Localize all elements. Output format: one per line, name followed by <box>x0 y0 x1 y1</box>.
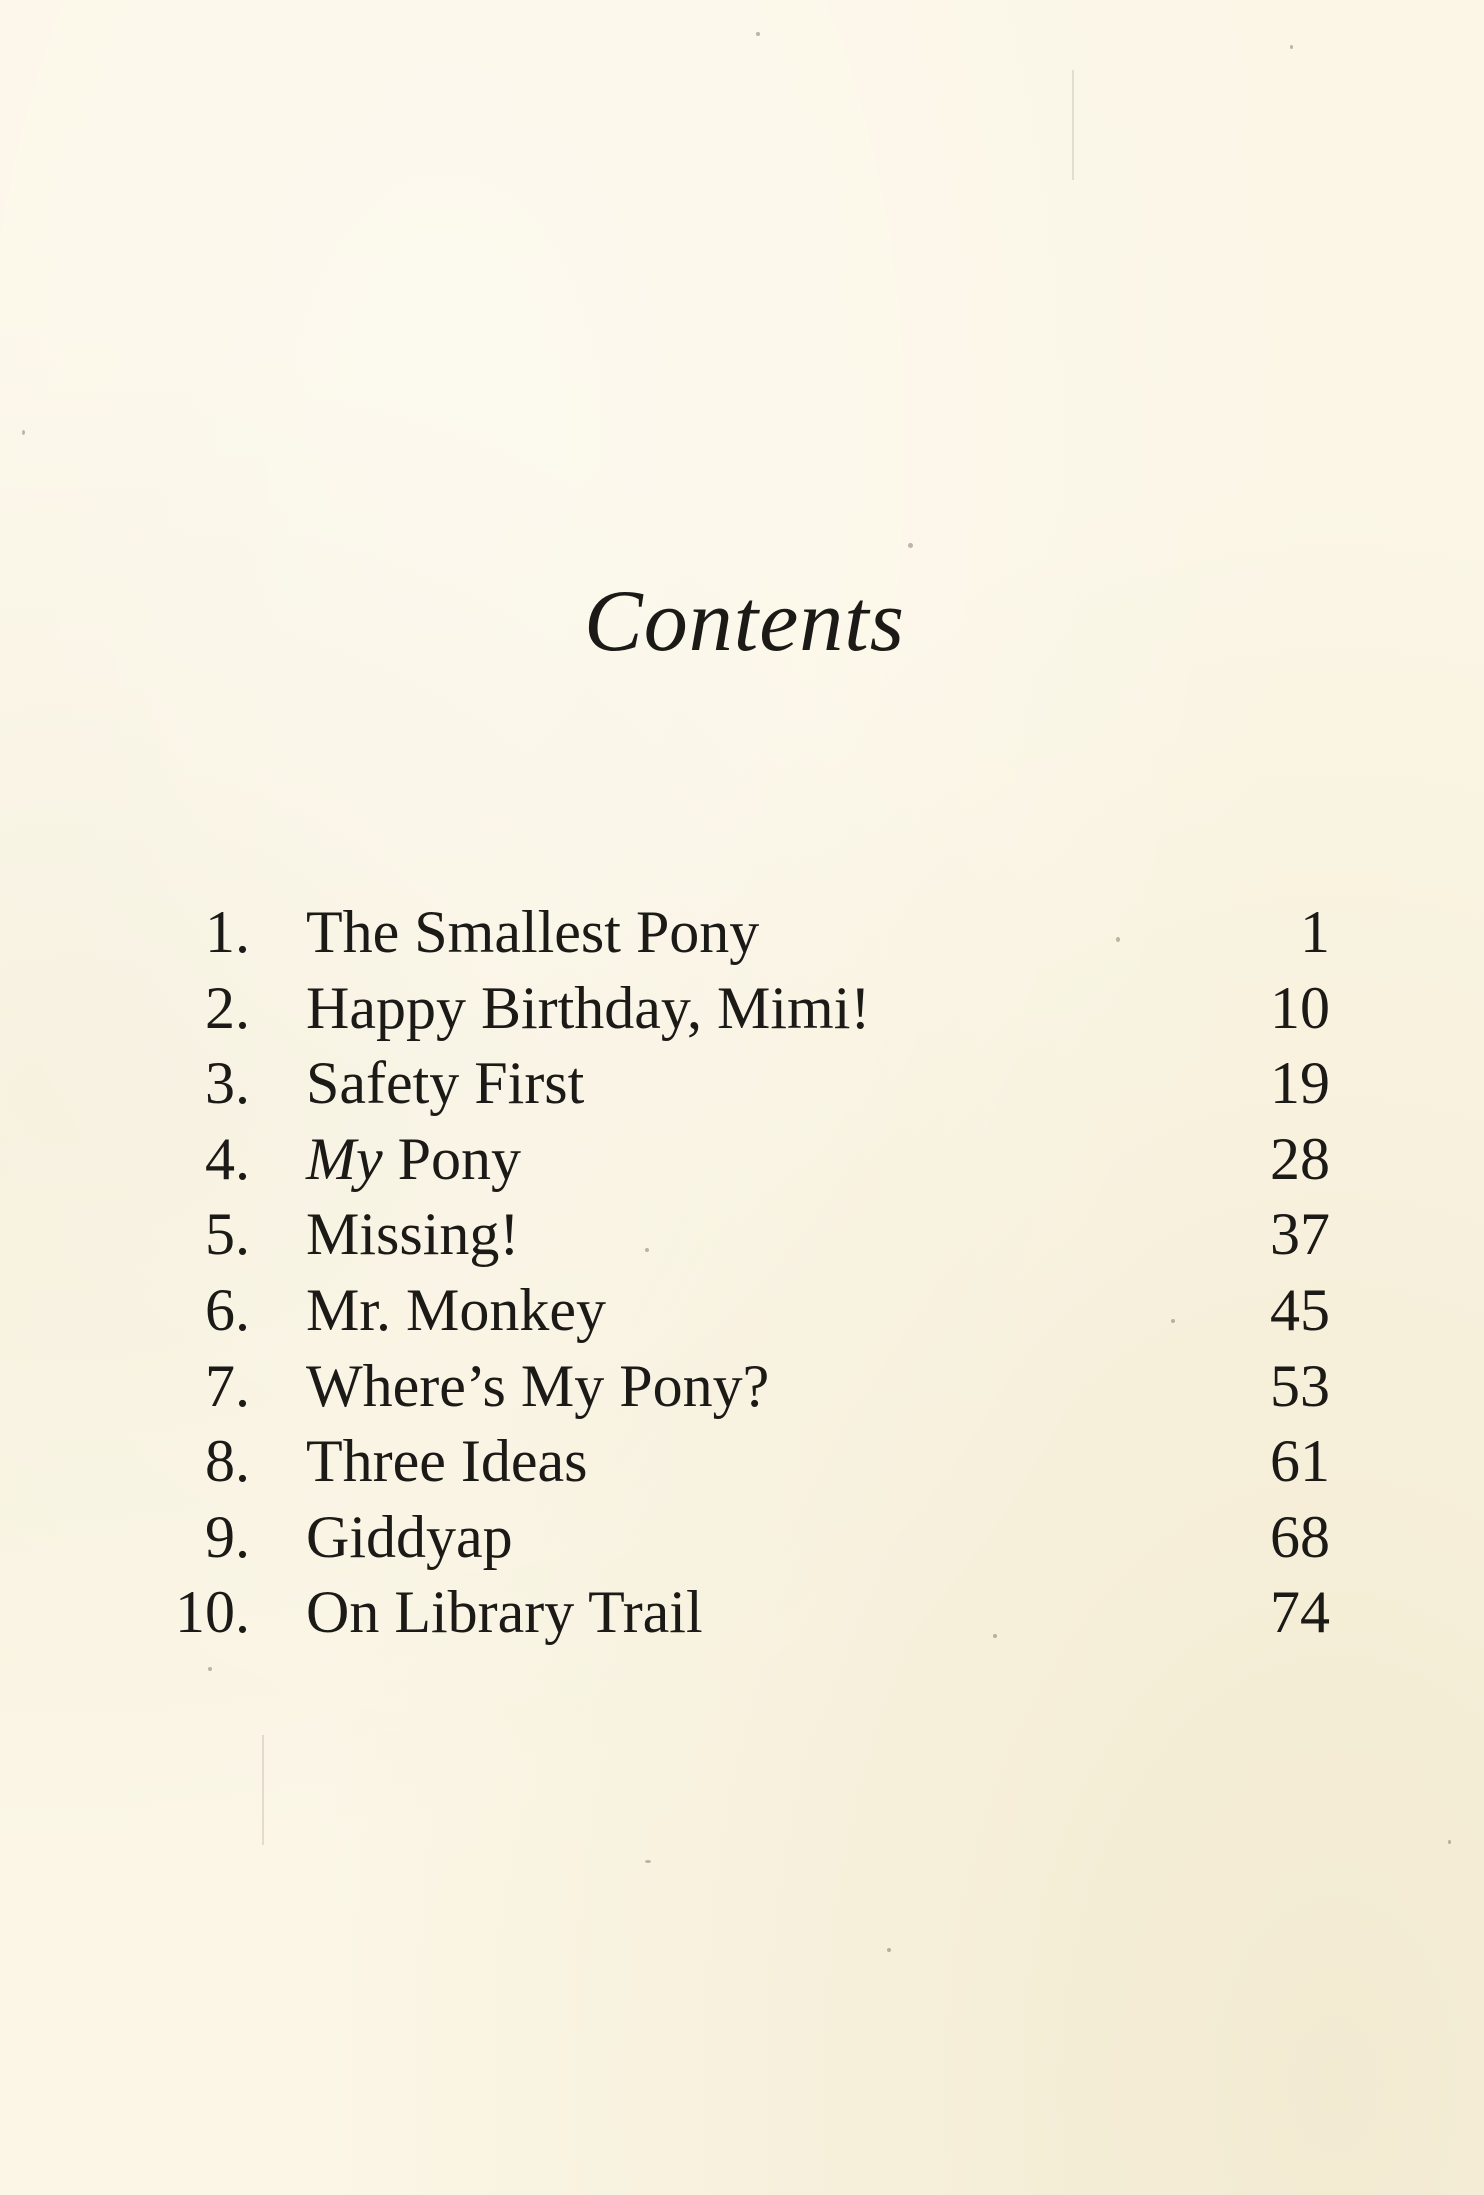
chapter-title-italic: My <box>306 1125 383 1192</box>
paper-speck <box>1290 45 1293 49</box>
chapter-number: 10. <box>175 1579 250 1646</box>
chapter-title: Giddyap <box>306 1503 513 1570</box>
chapter-title: Three Ideas <box>306 1428 588 1495</box>
paper-crease-mark <box>262 1735 264 1845</box>
chapter-title <box>306 1122 521 1198</box>
chapter-number: 9. <box>205 1503 250 1570</box>
chapter-title: Safety First <box>306 1050 585 1117</box>
toc-entry <box>150 1046 1330 1122</box>
chapter-page-number: 74 <box>1270 1579 1330 1646</box>
chapter-number: 1. <box>205 899 250 965</box>
chapter-page-number: 1 <box>1300 899 1330 965</box>
chapter-page-number: 53 <box>1270 1352 1330 1419</box>
chapter-page-number: 19 <box>1270 1050 1330 1117</box>
chapter-number: 8. <box>205 1428 250 1495</box>
paper-speck <box>645 1860 651 1863</box>
chapter-title: Where’s My Pony? <box>306 1352 770 1419</box>
chapter-title: The Smallest Pony <box>306 899 760 965</box>
paper-speck <box>1448 1840 1451 1844</box>
chapter-number: 5. <box>205 1201 250 1268</box>
toc-entry <box>150 1424 1330 1500</box>
chapter-title: Happy Birthday, Mimi! <box>306 974 871 1041</box>
toc-entry <box>150 1197 1330 1273</box>
paper-speck <box>22 430 25 435</box>
paper-speck <box>887 1948 891 1952</box>
chapter-page-number: 28 <box>1270 1125 1330 1192</box>
chapter-title: On Library Trail <box>306 1579 703 1646</box>
toc-entry <box>150 1575 1330 1651</box>
table-of-contents <box>150 895 1330 1651</box>
chapter-number: 2. <box>205 974 250 1041</box>
chapter-page-number: 37 <box>1270 1201 1330 1268</box>
chapter-title-rest: Pony <box>382 1125 521 1192</box>
toc-entry <box>150 1273 1330 1349</box>
toc-entry <box>150 1500 1330 1576</box>
chapter-title: Missing! <box>306 1201 520 1268</box>
chapter-page-number: 10 <box>1270 974 1330 1041</box>
toc-entry <box>150 895 1330 971</box>
chapter-page-number: 45 <box>1270 1276 1330 1343</box>
chapter-number: 3. <box>205 1050 250 1117</box>
chapter-number: 7. <box>205 1352 250 1419</box>
chapter-title: Mr. Monkey <box>306 1276 606 1343</box>
chapter-page-number: 68 <box>1270 1503 1330 1570</box>
paper-speck <box>208 1667 212 1671</box>
paper-speck <box>756 32 760 36</box>
chapter-number: 4. <box>205 1125 250 1192</box>
chapter-page-number: 61 <box>1270 1428 1330 1495</box>
toc-entry <box>150 1122 1330 1198</box>
paper-crease-mark <box>1072 70 1074 180</box>
paper-speck <box>908 543 913 548</box>
toc-entry <box>150 971 1330 1047</box>
page-title: Contents <box>584 573 905 670</box>
chapter-number: 6. <box>205 1276 250 1343</box>
toc-entry <box>150 1349 1330 1425</box>
